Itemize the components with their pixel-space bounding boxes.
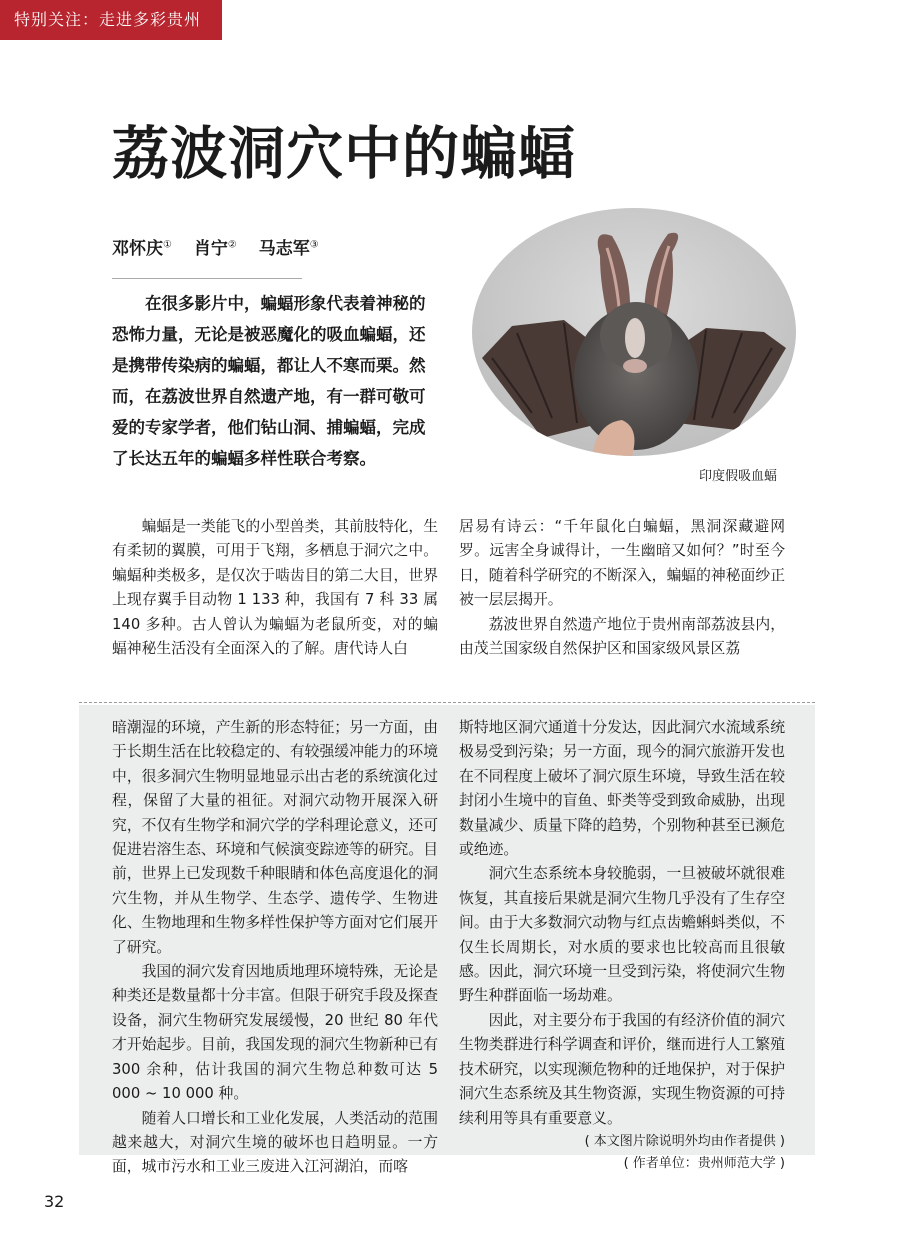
photo-caption: 印度假吸血蝠 [698, 469, 777, 484]
panel-column-left [112, 716, 438, 1180]
author-affiliation-note: ( 作者单位：贵州师范大学 ) [623, 1155, 785, 1171]
image-credit-note: ( 本文图片除说明外均由作者提供 ) [584, 1133, 785, 1149]
author: 肖宁② [193, 239, 237, 259]
bat-photo [472, 208, 796, 456]
body-paragraph: 暗潮湿的环境，产生新的形态特征；另一方面，由于长期生活在比较稳定的、有较强缓冲能力的环境中，很多洞穴生物明显地显示出古老的系统演化过程，保留了大量的祖征。对洞穴动物开展深入研究，不仅有生物学和洞穴学的学科理论意义，还可促进岩溶生态、环境和气候演变踪迹等的研究。目前，世界上已发现数千种眼睛和体色高度退化的洞穴生物，并从生物学、生态学、遗传学、生物进化、生物地理和生物多样性保护等方面对它们展开了研究。 [112, 719, 438, 956]
body-paragraph: 蝙蝠是一类能飞的小型兽类，其前肢特化，生有柔韧的翼膜，可用于飞翔，多栖息于洞穴之中。蝙蝠种类极多，是仅次于啮齿目的第二大目，世界上现存翼手目动物 1 133 种，我国有 7 科 33 属 140 多种。古人曾认为蝙蝠为老鼠所变，对的蝙蝠神秘生活没有全面深入的了解。唐代诗人白 [112, 518, 438, 658]
author-divider [112, 278, 302, 279]
author: 马志军③ [258, 239, 319, 259]
author: 邓怀庆① [112, 239, 172, 259]
intro-column-left [112, 515, 438, 661]
lede-paragraph: 在很多影片中，蝙蝠形象代表着神秘的恐怖力量，无论是被恶魔化的吸血蝙蝠，还是携带传染病的蝙蝠，都让人不寒而栗。然而，在荔波世界自然遗产地，有一群可敬可爱的专家学者，他们钻山洞、捕蝙蝠，完成了长达五年的蝙蝠多样性联合考察。 [112, 294, 426, 468]
body-paragraph: 我国的洞穴发育因地质地理环境特殊，无论是种类还是数量都十分丰富。但限于研究手段及探查设备，洞穴生物研究发展缓慢，20 世纪 80 年代才开始起步。目前，我国发现的洞穴生物新种已有 300 余种，估计我国的洞穴生物总种数可达 5 000 ~ 10 000 种。 [112, 963, 438, 1103]
body-paragraph: 斯特地区洞穴通道十分发达，因此洞穴水流域系统极易受到污染；另一方面，现今的洞穴旅游开发也在不同程度上破坏了洞穴原生环境，导致生活在较封闭小生境中的盲鱼、虾类等受到致命威胁，出现数量减少、质量下降的趋势，个别物种甚至已濒危或绝迹。 [459, 719, 785, 859]
body-paragraph: 荔波世界自然遗产地位于贵州南部荔波县内，由茂兰国家级自然保护区和国家级风景区荔 [459, 615, 785, 658]
page-number: 32 [44, 1192, 65, 1211]
body-paragraph: 因此，对主要分布于我国的有经济价值的洞穴生物类群进行科学调查和评价，继而进行人工繁殖技术研究，以实现濒危物种的迁地保护，对于保护洞穴生态系统及其生物资源，实现生物资源的可持续利用等具有重要意义。 [459, 1011, 785, 1127]
body-paragraph: 居易有诗云：“千年鼠化白蝙蝠，黑洞深藏避网罗。远害全身诚得计，一生幽暗又如何？”时至今日，随着科学研究的不断深入，蝙蝠的神秘面纱正被一层层揭开。 [459, 518, 785, 609]
section-tab: 特别关注：走进多彩贵州 [0, 0, 222, 40]
article-title: 荔波洞穴中的蝙蝠 [112, 121, 576, 187]
panel-column-right [459, 716, 785, 1175]
body-paragraph: 洞穴生态系统本身较脆弱，一旦被破坏就很难恢复，其直接后果就是洞穴生物几乎没有了生存空间。由于大多数洞穴动物与红点齿蟾蝌蚪类似，不仅生长周期长，对水质的要求也比较高而且很敏感。因此，洞穴环境一旦受到污染，将使洞穴生物野生种群面临一场劫难。 [459, 865, 785, 1005]
section-divider [79, 702, 815, 703]
author-list [112, 234, 335, 259]
body-paragraph: 随着人口增长和工业化发展，人类活动的范围越来越大，对洞穴生境的破坏也日趋明显。一方面，城市污水和工业三废进入江河湖泊，而喀 [112, 1109, 438, 1176]
intro-column-right [459, 515, 785, 661]
